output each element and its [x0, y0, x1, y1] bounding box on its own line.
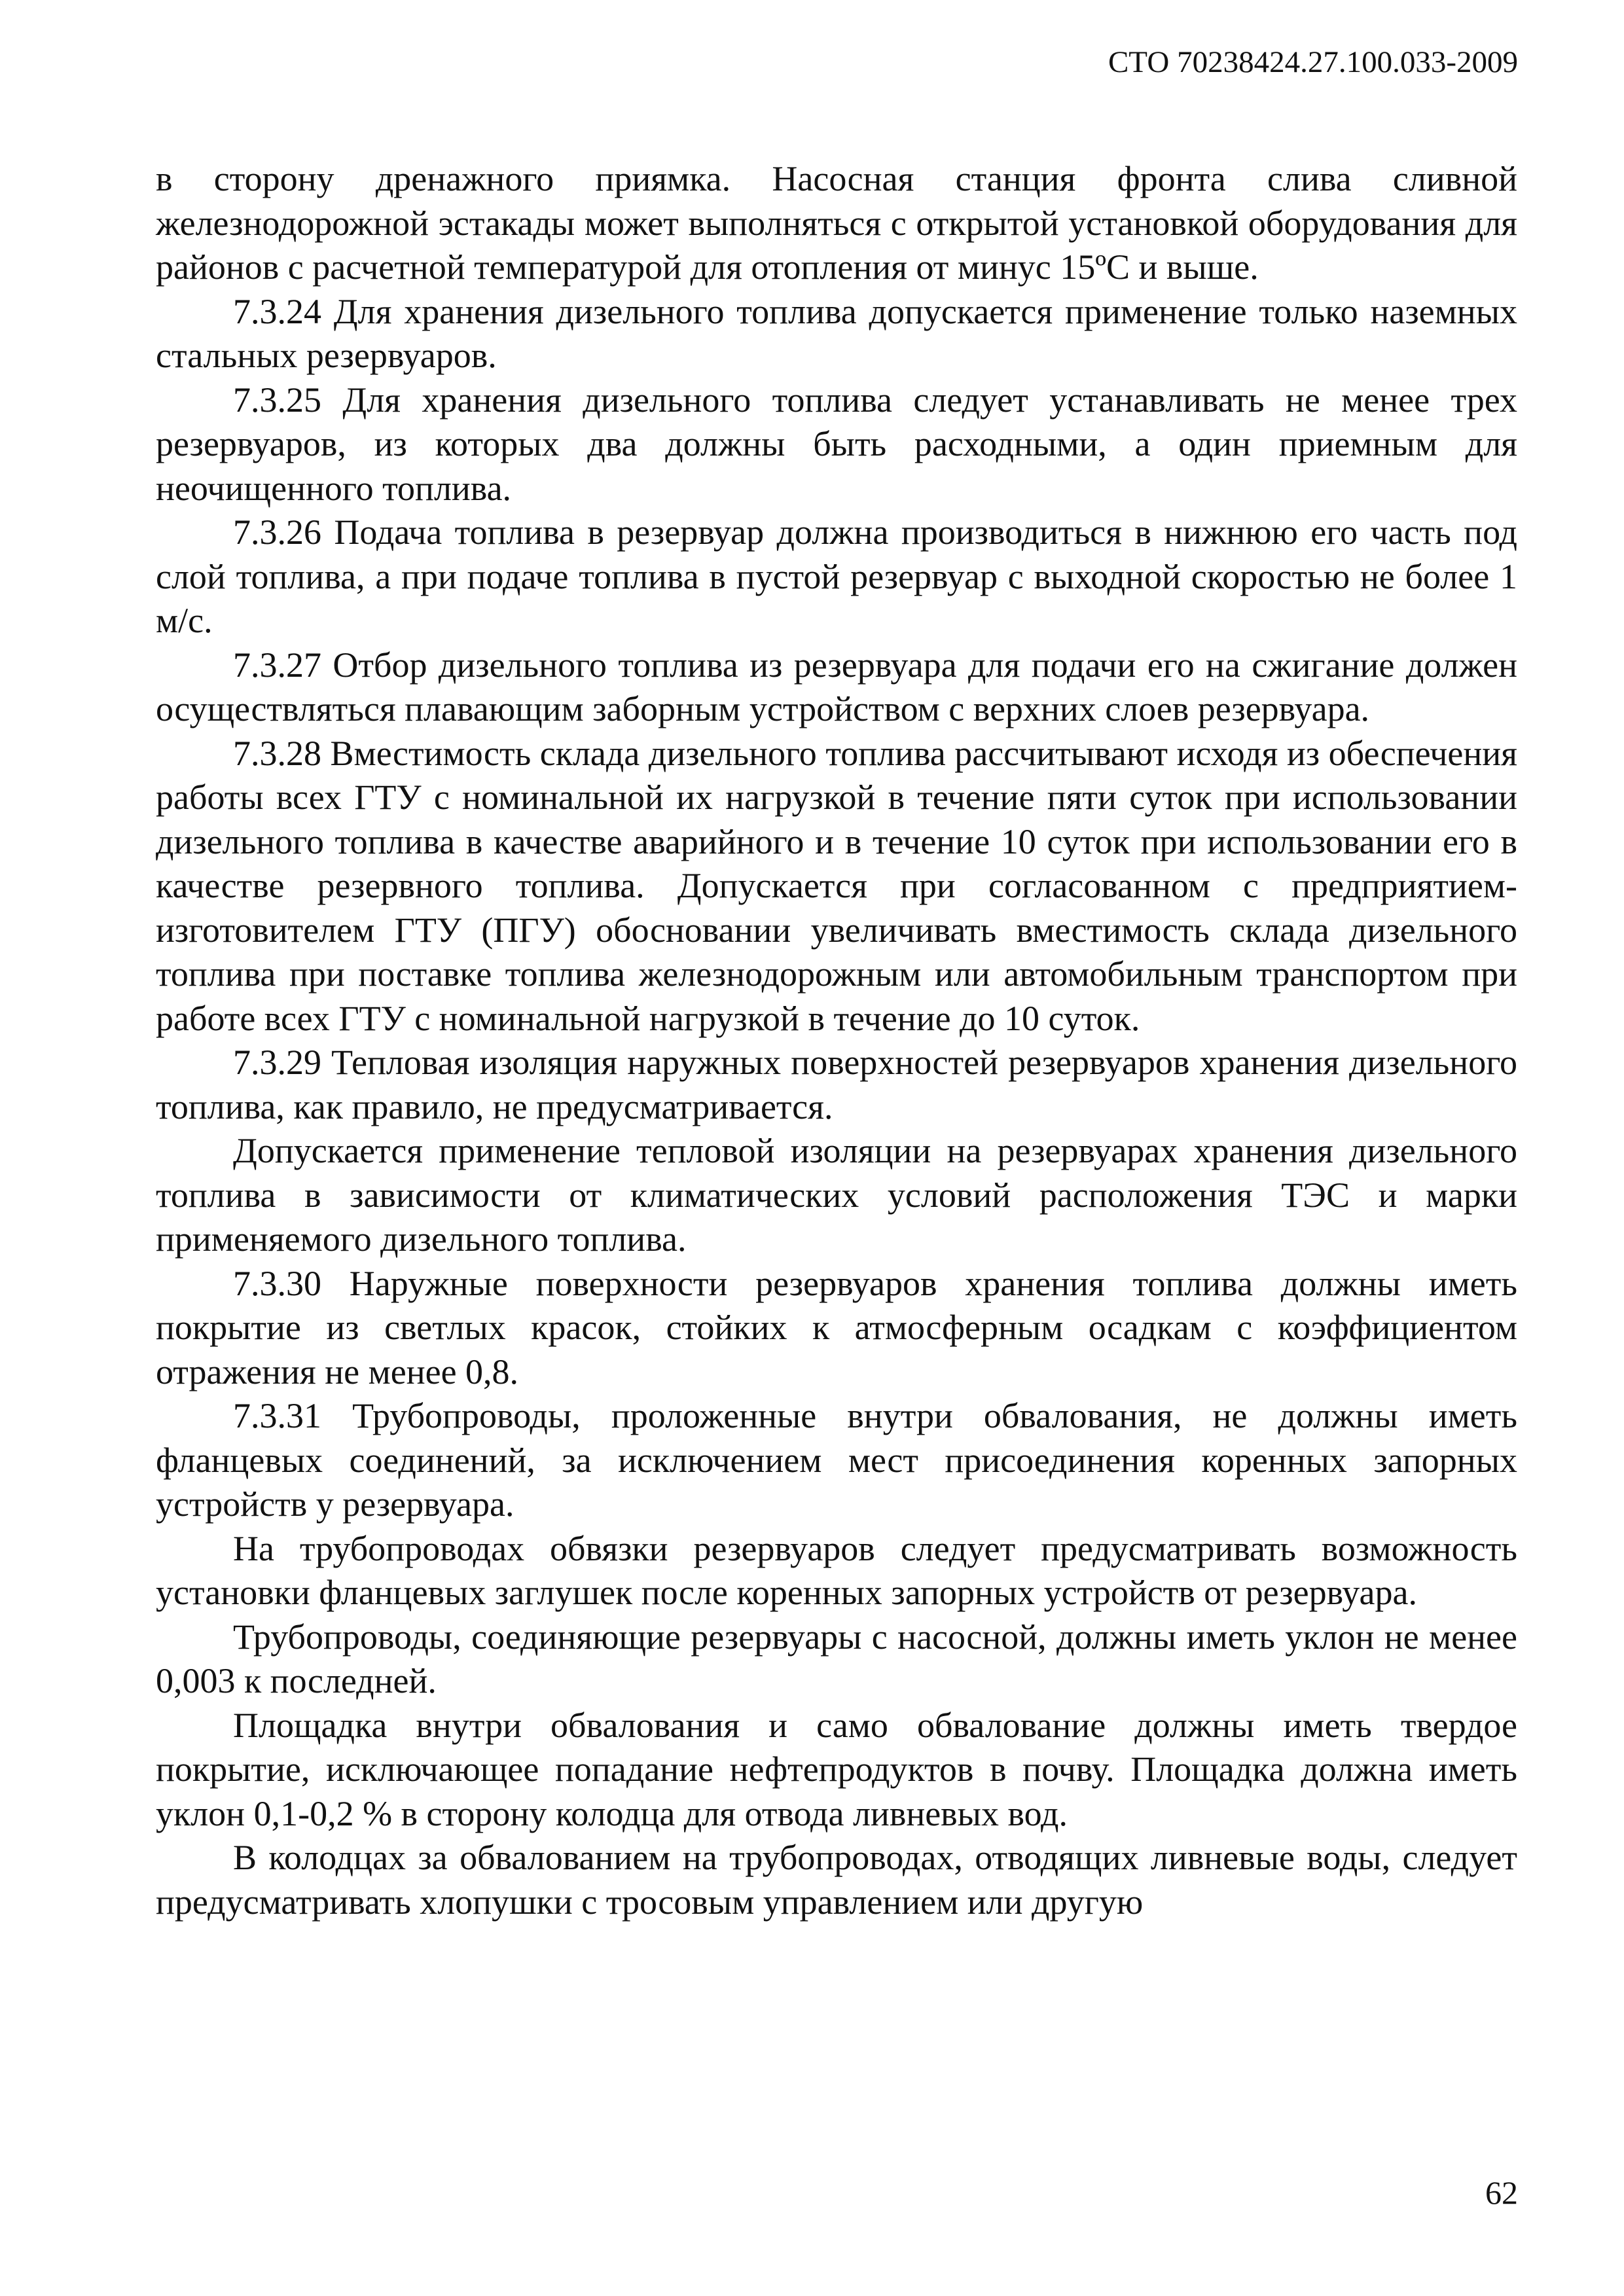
- paragraph-7-3-28: 7.3.28 Вместимость склада дизельного топлива рассчитывают исходя из обеспечения работы всех ГТУ с номинальной их нагрузкой в течение пяти суток при использовании дизельного топлива в качестве аварийного и в течение 10 суток при использовании его в качестве резервного топлива. Допускается при согласованном с предприятием-изготовителем ГТУ (ПГУ) обосновании увеличивать вместимость склада дизельного топлива при поставке топлива железнодорожным или автомобильным транспортом при работе всех ГТУ с номинальной нагрузкой в течение до 10 суток.: [156, 733, 1517, 1038]
- paragraph-7-3-25: 7.3.25 Для хранения дизельного топлива следует устанавливать не менее трех резервуаров, из которых два должны быть расходными, а один приемным для неочищенного топлива.: [156, 380, 1517, 508]
- page-body: [156, 157, 1517, 1924]
- paragraph-7-3-26: 7.3.26 Подача топлива в резервуар должна производиться в нижнюю его часть под слой топлива, а при подаче топлива в пустой резервуар с выходной скоростью не более 1 м/с.: [156, 512, 1517, 640]
- paragraph-7-3-29: 7.3.29 Тепловая изоляция наружных поверхностей резервуаров хранения дизельного топлива, как правило, не предусматривается.: [156, 1043, 1517, 1126]
- paragraph-site-surface: Площадка внутри обвалования и само обвалование должны иметь твердое покрытие, исключающее попадание нефтепродуктов в почву. Площадка должна иметь уклон 0,1-0,2 % в сторону колодца для отвода ливневых вод.: [156, 1705, 1517, 1833]
- paragraph-drainage-pit: в сторону дренажного приямка. Насосная станция фронта слива сливной железнодорожной эстакады может выполняться с открытой установкой оборудования для районов с расчетной температурой для отопления от минус 15ºС и выше.: [156, 159, 1517, 287]
- paragraph-pipeline-slope: Трубопроводы, соединяющие резервуары с насосной, должны иметь уклон не менее 0,003 к последней.: [156, 1617, 1517, 1700]
- paragraph-7-3-30: 7.3.30 Наружные поверхности резервуаров хранения топлива должны иметь покрытие из светлых красок, стойких к атмосферным осадкам с коэффициентом отражения не менее 0,8.: [156, 1263, 1517, 1391]
- document-code: СТО 70238424.27.100.033-2009: [1108, 45, 1518, 79]
- paragraph-storm-wells: В колодцах за обвалованием на трубопроводах, отводящих ливневые воды, следует предусматривать хлопушки с тросовым управлением или другую: [156, 1838, 1517, 1922]
- paragraph-flange-plugs: На трубопроводах обвязки резервуаров следует предусматривать возможность установки фланцевых заглушек после коренных запорных устройств от резервуара.: [156, 1528, 1517, 1612]
- paragraph-7-3-24: 7.3.24 Для хранения дизельного топлива допускается применение только наземных стальных резервуаров.: [156, 291, 1517, 375]
- paragraph-7-3-31: 7.3.31 Трубопроводы, проложенные внутри обвалования, не должны иметь фланцевых соединений, за исключением мест присоединения коренных запорных устройств у резервуара.: [156, 1396, 1517, 1524]
- page-number: 62: [1485, 2174, 1518, 2211]
- paragraph-thermal-insulation-allowed: Допускается применение тепловой изоляции на резервуарах хранения дизельного топлива в зависимости от климатических условий расположения ТЭС и марки применяемого дизельного топлива.: [156, 1131, 1517, 1259]
- paragraph-7-3-27: 7.3.27 Отбор дизельного топлива из резервуара для подачи его на сжигание должен осуществляться плавающим заборным устройством с верхних слоев резервуара.: [156, 645, 1517, 728]
